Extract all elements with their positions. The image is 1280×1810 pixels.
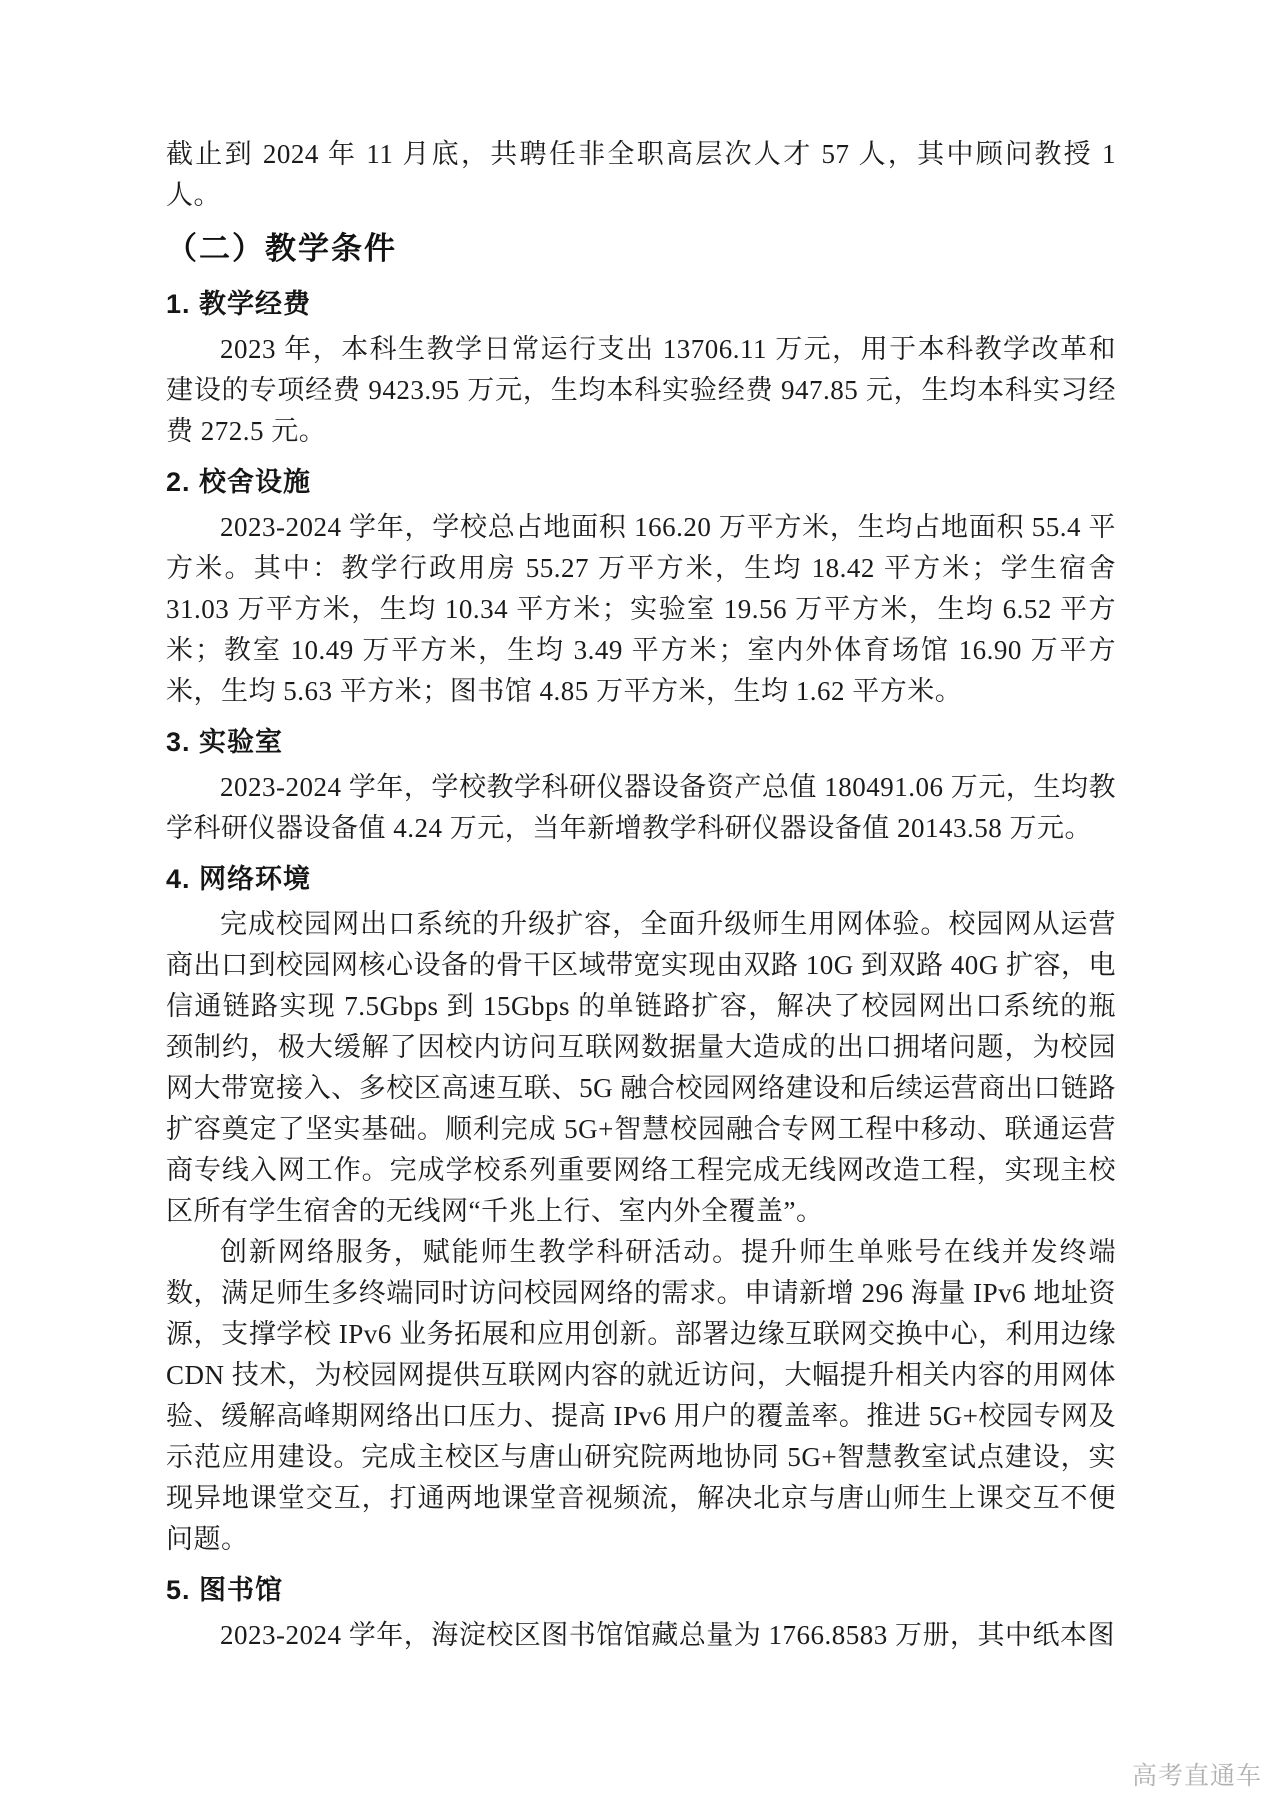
watermark: 高考直通车 (1131, 1762, 1262, 1790)
network-environment-paragraph-1: 完成校园网出口系统的升级扩容，全面升级师生用网体验。校园网从运营商出口到校园网核心设备的骨干区域带宽实现由双路 10G 到双路 40G 扩容，电信通链路实现 7.5Gbps 到 15Gbps 的单链路扩容，解决了校园网出口系统的瓶颈制约，极大缓解了因校内访问互联网数据量大造成的出口拥堵问题，为校园网大带宽接入、多校区高速互联、5G 融合校园网络建设和后续运营商出口链路扩容奠定了坚实基础。顺利完成 5G+智慧校园融合专网工程中移动、联通运营商专线入网工作。完成学校系列重要网络工程完成无线网改造工程，实现主校区所有学生宿舍的无线网“千兆上行、室内外全覆盖”。 (166, 909, 1116, 1226)
teaching-funds-paragraph: 2023 年，本科生教学日常运行支出 13706.11 万元，用于本科教学改革和建设的专项经费 9423.95 万元，生均本科实验经费 947.85 元，生均本科实习经费 272.5 元。 (166, 334, 1116, 446)
network-environment-paragraph-2: 创新网络服务，赋能师生教学科研活动。提升师生单账号在线并发终端数，满足师生多终端同时访问校园网络的需求。申请新增 296 海量 IPv6 地址资源，支撑学校 IPv6 业务拓展和应用创新。部署边缘互联网交换中心，利用边缘 CDN 技术，为校园网提供互联网内容的就近访问，大幅提升相关内容的用网体验、缓解高峰期网络出口压力、提高 IPv6 用户的覆盖率。推进 5G+校园专网及示范应用建设。完成主校区与唐山研究院两地协同 5G+智慧教室试点建设，实现异地课堂交互，打通两地课堂音视频流，解决北京与唐山师生上课交互不便问题。 (166, 1237, 1116, 1554)
section-title: （二）教学条件 (166, 231, 397, 266)
campus-facilities-paragraph: 2023-2024 学年，学校总占地面积 166.20 万平方米，生均占地面积 55.4 平方米。其中：教学行政用房 55.27 万平方米，生均 18.42 平方米；学生宿舍 31.03 万平方米，生均 10.34 平方米；实验室 19.56 万平方米，生均 6.52 平方米；教室 10.49 万平方米，生均 3.49 平方米；室内外体育场馆 16.90 万平方米，生均 5.63 平方米；图书馆 4.85 万平方米，生均 1.62 平方米。 (166, 512, 1116, 706)
library-paragraph: 2023-2024 学年，海淀校区图书馆馆藏总量为 1766.8583 万册，其中纸本图 (220, 1620, 1115, 1650)
intro-paragraph: 截止到 2024 年 11 月底，共聘任非全职高层次人才 57 人，其中顾问教授 1 人。 (166, 139, 1116, 210)
subsection-heading-campus-facilities: 2. 校舍设施 (166, 467, 312, 497)
subsection-heading-teaching-funds: 1. 教学经费 (166, 289, 312, 319)
subsection-heading-laboratory: 3. 实验室 (166, 727, 284, 757)
laboratory-paragraph: 2023-2024 学年，学校教学科研仪器设备资产总值 180491.06 万元，生均教学科研仪器设备值 4.24 万元，当年新增教学科研仪器设备值 20143.58 万元。 (166, 772, 1116, 843)
subsection-heading-network-environment: 4. 网络环境 (166, 864, 312, 894)
subsection-heading-library: 5. 图书馆 (166, 1575, 284, 1605)
